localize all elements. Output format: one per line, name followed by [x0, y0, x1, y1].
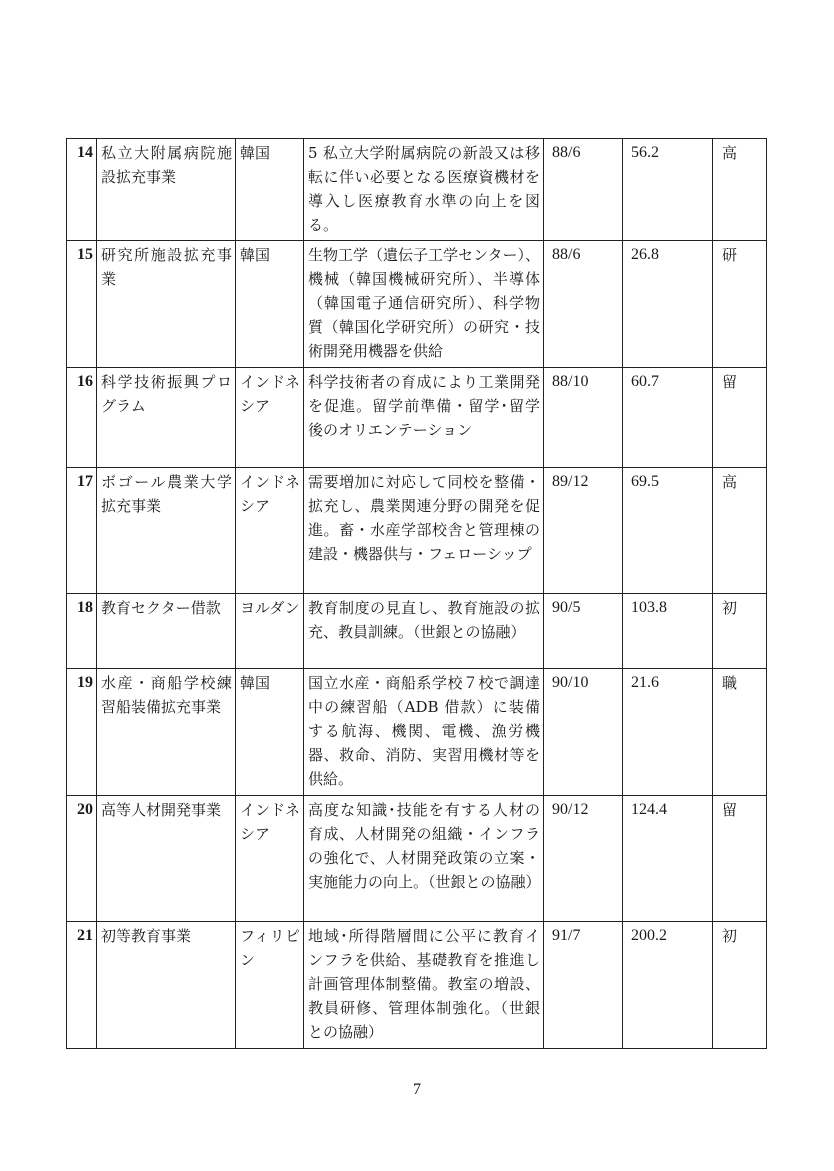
project-name: 初等教育事業 — [97, 922, 236, 1049]
date: 89/12 — [544, 468, 623, 594]
table-body — [67, 139, 767, 1049]
amount: 60.7 — [623, 368, 713, 468]
project-name: ボゴール農業大学拡充事業 — [97, 468, 236, 594]
amount: 21.6 — [623, 669, 713, 796]
table-row — [67, 368, 767, 468]
description: 生物工学（遺伝子工学センター）、機械（韓国機械研究所）、半導体（韓国電子通信研究所）、科学物質（韓国化学研究所）の研究・技術開発用機器を供給 — [304, 241, 544, 368]
table-row — [67, 594, 767, 669]
date: 88/6 — [544, 241, 623, 368]
date: 90/12 — [544, 796, 623, 922]
category: 研 — [713, 241, 767, 368]
country: フィリピン — [236, 922, 304, 1049]
table-row — [67, 922, 767, 1049]
date: 88/10 — [544, 368, 623, 468]
project-name: 高等人材開発事業 — [97, 796, 236, 922]
country: インドネシア — [236, 468, 304, 594]
amount: 69.5 — [623, 468, 713, 594]
category: 初 — [713, 922, 767, 1049]
category: 高 — [713, 139, 767, 241]
project-name: 科学技術振興プログラム — [97, 368, 236, 468]
amount: 124.4 — [623, 796, 713, 922]
amount: 56.2 — [623, 139, 713, 241]
table-row — [67, 669, 767, 796]
row-number: 21 — [67, 922, 97, 1049]
row-number: 18 — [67, 594, 97, 669]
date: 91/7 — [544, 922, 623, 1049]
amount: 103.8 — [623, 594, 713, 669]
country: 韓国 — [236, 241, 304, 368]
row-number: 20 — [67, 796, 97, 922]
table-row — [67, 796, 767, 922]
row-number: 19 — [67, 669, 97, 796]
date: 90/5 — [544, 594, 623, 669]
project-table — [66, 138, 767, 1049]
description: 地域･所得階層間に公平に教育インフラを供給、基礎教育を推進し計画管理体制整備。教室の増設、教員研修、管理体制強化。（世銀との協融） — [304, 922, 544, 1049]
project-name: 私立大附属病院施設拡充事業 — [97, 139, 236, 241]
row-number: 17 — [67, 468, 97, 594]
description: 教育制度の見直し、教育施設の拡充、教員訓練。（世銀との協融） — [304, 594, 544, 669]
project-name: 研究所施設拡充事業 — [97, 241, 236, 368]
row-number: 14 — [67, 139, 97, 241]
description: 高度な知識･技能を有する人材の育成、人材開発の組織・インフラの強化で、人材開発政策の立案・実施能力の向上。（世銀との協融） — [304, 796, 544, 922]
table-row — [67, 241, 767, 368]
description: 科学技術者の育成により工業開発を促進。留学前準備・留学･留学後のオリエンテーション — [304, 368, 544, 468]
country: インドネシア — [236, 368, 304, 468]
country: インドネシア — [236, 796, 304, 922]
row-number: 15 — [67, 241, 97, 368]
date: 90/10 — [544, 669, 623, 796]
category: 留 — [713, 368, 767, 468]
country: ヨルダン — [236, 594, 304, 669]
amount: 26.8 — [623, 241, 713, 368]
category: 初 — [713, 594, 767, 669]
description: 需要増加に対応して同校を整備・拡充し、農業関連分野の開発を促進。畜・水産学部校舎と管理棟の建設・機器供与・フェローシップ — [304, 468, 544, 594]
country: 韓国 — [236, 669, 304, 796]
table-row — [67, 468, 767, 594]
description: 国立水産・商船系学校７校で調達中の練習船（ADB 借款）に装備する航海、機関、電機、漁労機器、救命、消防、実習用機材等を供給。 — [304, 669, 544, 796]
amount: 200.2 — [623, 922, 713, 1049]
date: 88/6 — [544, 139, 623, 241]
row-number: 16 — [67, 368, 97, 468]
category: 留 — [713, 796, 767, 922]
category: 職 — [713, 669, 767, 796]
description: 5 私立大学附属病院の新設又は移転に伴い必要となる医療資機材を導入し医療教育水準の向上を図る。 — [304, 139, 544, 241]
page-number: 7 — [413, 1081, 421, 1098]
table-row — [67, 139, 767, 241]
country: 韓国 — [236, 139, 304, 241]
project-name: 水産・商船学校練習船装備拡充事業 — [97, 669, 236, 796]
category: 高 — [713, 468, 767, 594]
project-name: 教育セクター借款 — [97, 594, 236, 669]
